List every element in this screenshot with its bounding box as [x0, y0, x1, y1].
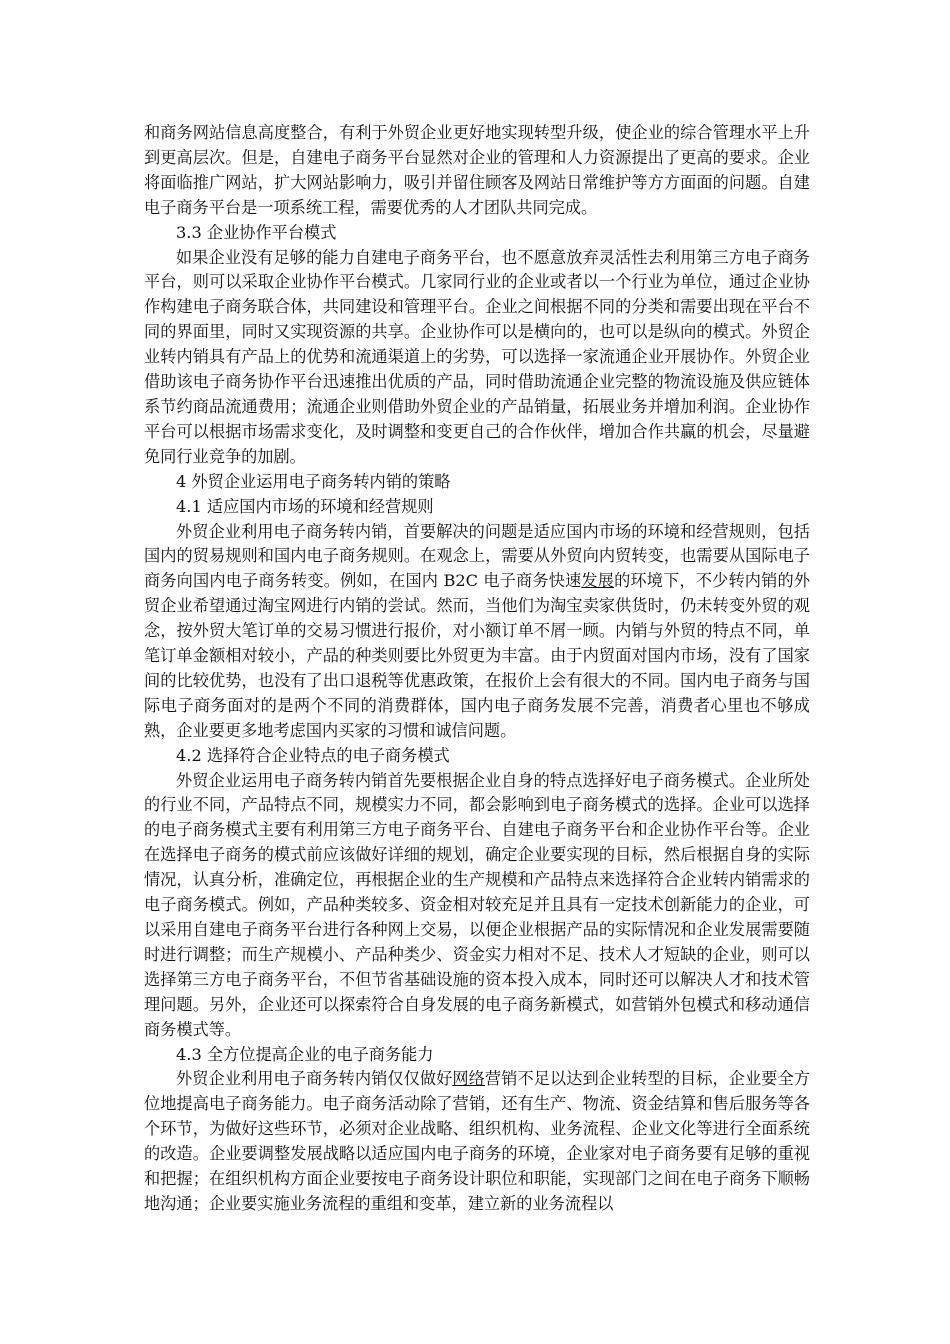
- heading-4: 4 外贸企业运用电子商务转内销的策略: [176, 471, 451, 491]
- paragraph-3-3: 如果企业没有足够的能力自建电子商务平台，也不愿意放弃灵活性去利用第三方电子商务平台，则可以采取企业协作平台模式。几家同行业的企业或者以一个行业为单位，通过企业协作构建电子商务联合体，共同建设和管理平台。企业之间根据不同的分类和需要出现在平台不同的界面里，同时又实现资源的共享。企业协作可以是横向的，也可以是纵向的模式。外贸企业转内销具有产品上的优势和流通渠道上的劣势，可以选择一家流通企业开展协作。外贸企业借助该电子商务协作平台迅速推出优质的产品，同时借助流通企业完整的物流设施及供应链体系节约商品流通费用；流通企业则借助外贸企业的产品销量，拓展业务并增加利润。企业协作平台可以根据市场需求变化，及时调整和变更自己的合作伙伴，增加合作共赢的机会，尽量避免同行业竞争的加剧。: [144, 247, 810, 466]
- paragraph-4-2: 外贸企业运用电子商务转内销首先要根据企业自身的特点选择好电子商务模式。企业所处的行业不同，产品特点不同，规模实力不同，都会影响到电子商务模式的选择。企业可以选择的电子商务模式主要有利用第三方电子商务平台、自建电子商务平台和企业协作平台等。企业在选择电子商务的模式前应该做好详细的规划，确定企业要实现的目标，然后根据自身的实际情况，认真分析，准确定位，再根据企业的生产规模和产品特点来选择符合企业转内销需求的电子商务模式。例如，产品种类较多、资金相对较充足并且具有一定技术创新能力的企业，可以采用自建电子商务平台进行各种网上交易，以便企业根据产品的实际情况和企业发展需要随时进行调整；而生产规模小、产品种类少、资金实力相对不足、技术人才短缺的企业，则可以选择第三方电子商务平台，不但节省基础设施的资本投入成本，同时还可以解决人才和技术管理问题。另外，企业还可以探索符合自身发展的电子商务新模式，如营销外包模式和移动通信商务模式等。: [144, 770, 810, 1039]
- paragraph-continuation: 和商务网站信息高度整合，有利于外贸企业更好地实现转型升级，使企业的综合管理水平上升到更高层次。但是，自建电子商务平台显然对企业的管理和人力资源提出了更高的要求。企业将面临推广网站，扩大网站影响力，吸引并留住顾客及网站日常维护等方方面面的问题。自建电子商务平台是一项系统工程，需要优秀的人才团队共同完成。: [144, 123, 810, 217]
- link-wangluo[interactable]: 网络: [452, 1069, 485, 1089]
- paragraph-4-1-part-a: 外贸企业利用电子商务转内销，首要解决的问题是适应国内市场的环境和经营规则，包括国内的贸易规则和国内电子商务规则。在观念上，需要从外贸向内贸转变，也需要从国际电子商务向国内电子商务转变。例如，在国内 B2C 电子商务快速: [144, 521, 810, 591]
- heading-4-1: 4.1 适应国内市场的环境和经营规则: [176, 496, 434, 516]
- heading-3-3: 3.3 企业协作平台模式: [176, 222, 337, 242]
- paragraph-4-3: [144, 1067, 810, 1216]
- paragraph-4-3-part-a: 外贸企业利用电子商务转内销仅仅做好: [176, 1069, 453, 1089]
- paragraph-4-3-part-b: 营销不足以达到企业转型的目标，企业要全方位地提高电子商务能力。电子商务活动除了营销，还有生产、物流、资金结算和售后服务等各个环节，为做好这些环节，必须对企业战略、组织机构、业务流程、企业文化等进行全面系统的改造。企业要调整发展战略以适应国内电子商务的环境，企业家对电子商务要有足够的重视和把握；在组织机构方面企业要按电子商务设计职位和职能，实现部门之间在电子商务下顺畅地沟通；企业要实施业务流程的重组和变革，建立新的业务流程以: [144, 1069, 811, 1213]
- paragraph-4-1-part-b: 的环境下，不少转内销的外贸企业希望通过淘宝网进行内销的尝试。然而，当他们为淘宝卖家供货时，仍未转变外贸的观念，按外贸大笔订单的交易习惯进行报价，对小额订单不屑一顾。内销与外贸的特点不同，单笔订单金额相对较小，产品的种类则要比外贸更为丰富。由于内贸面对国内市场，没有了国家间的比较优势，也没有了出口退税等优惠政策，在报价上会有很大的不同。国内电子商务与国际电子商务面对的是两个不同的消费群体，国内电子商务发展不完善，消费者心里也不够成熟，企业要更多地考虑国内买家的习惯和诚信问题。: [144, 571, 811, 740]
- paragraph-4-1: [144, 520, 810, 744]
- heading-4-3: 4.3 全方位提高企业的电子商务能力: [176, 1044, 434, 1064]
- heading-4-2: 4.2 选择符合企业特点的电子商务模式: [176, 745, 450, 765]
- link-fazhan[interactable]: 发展: [581, 571, 615, 591]
